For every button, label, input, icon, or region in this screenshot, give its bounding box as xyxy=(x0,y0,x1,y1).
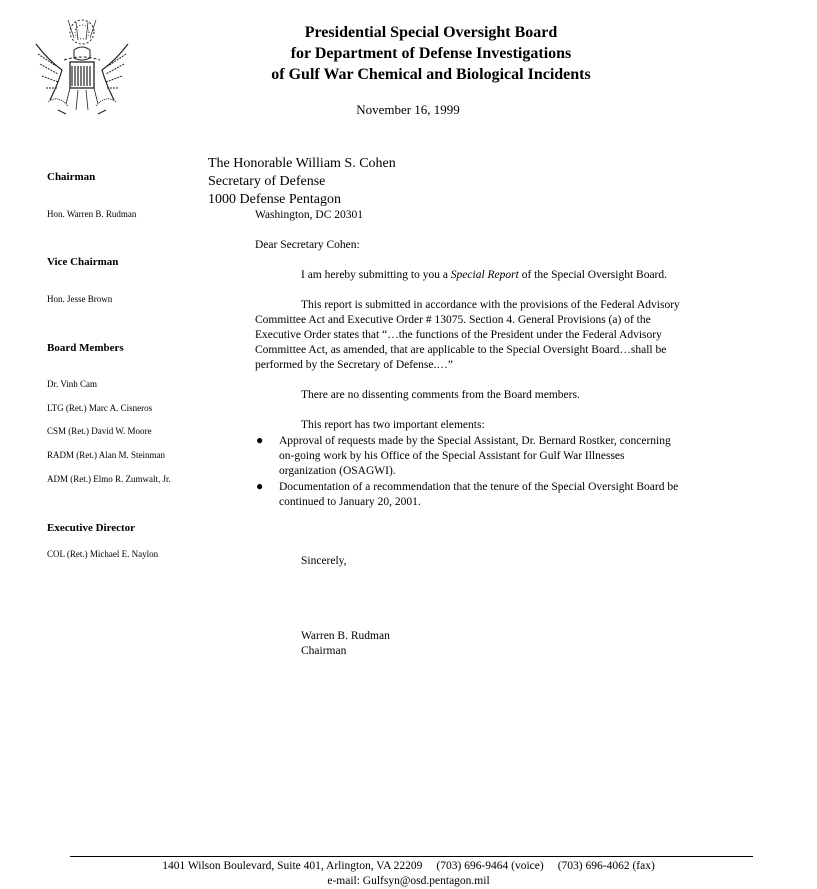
paragraph-3: There are no dissenting comments from the Board members. xyxy=(301,389,580,401)
paragraph-4: This report has two important elements: xyxy=(301,419,485,431)
paragraph-2-line: Committee Act and Executive Order # 13075. Section 4. General Provisions (a) of the xyxy=(255,314,651,326)
board-member: ADM (Ret.) Elmo R. Zumwalt, Jr. xyxy=(47,474,171,484)
vice-chairman-heading: Vice Chairman xyxy=(47,256,119,268)
board-member: Dr. Vinh Cam xyxy=(47,379,98,389)
paragraph-1 xyxy=(301,268,667,283)
chairman-name: Hon. Warren B. Rudman xyxy=(47,209,137,219)
signer-name: Warren B. Rudman xyxy=(301,630,390,642)
footer-email: e-mail: Gulfsyn@osd.pentagon.mil xyxy=(327,875,490,887)
recipient-city: Washington, DC 20301 xyxy=(255,209,364,221)
closing: Sincerely, xyxy=(301,555,347,567)
recipient-title: Secretary of Defense xyxy=(208,174,326,189)
board-title-line-2: for Department of Defense Investigations xyxy=(290,45,572,62)
bullet-icon: ● xyxy=(256,433,264,447)
board-title-line-3: of Gulf War Chemical and Biological Incidents xyxy=(271,66,591,83)
footer-contact-line xyxy=(0,859,817,874)
paragraph-2-line: Committee Act, as amended, that are applicable to the Special Oversight Board…shall be xyxy=(255,344,667,356)
board-member: LTG (Ret.) Marc A. Cisneros xyxy=(47,403,153,413)
bullet-item-2 xyxy=(279,480,739,510)
bullet-icon: ● xyxy=(256,479,264,493)
signer-title: Chairman xyxy=(301,645,347,657)
chairman-heading: Chairman xyxy=(47,171,96,183)
great-seal-icon xyxy=(28,14,136,120)
special-report-italic: Special Report xyxy=(450,269,519,281)
paragraph-2-line: performed by the Secretary of Defense.…” xyxy=(255,359,453,371)
footer-address: 1401 Wilson Boulevard, Suite 401, Arlington, VA 22209 xyxy=(162,860,423,872)
letter-date: November 16, 1999 xyxy=(356,102,460,117)
bullet-item-line: continued to January 20, 2001. xyxy=(279,496,421,508)
bullet-item-line: organization (OSAGWI). xyxy=(279,465,396,477)
bullet-item-line: Documentation of a recommendation that the tenure of the Special Oversight Board be xyxy=(279,481,679,493)
paragraph-2-line: This report is submitted in accordance with the provisions of the Federal Advisory xyxy=(301,299,680,311)
paragraph-1-text: I am hereby submitting to you a xyxy=(301,269,451,281)
recipient-street: 1000 Defense Pentagon xyxy=(208,192,341,207)
board-members-heading: Board Members xyxy=(47,342,124,354)
footer-voice-phone: (703) 696-9464 (voice) xyxy=(436,860,544,872)
bullet-item-line: Approval of requests made by the Special Assistant, Dr. Bernard Rostker, concerning xyxy=(279,435,671,447)
footer-fax: (703) 696-4062 (fax) xyxy=(557,860,655,872)
executive-director-name: COL (Ret.) Michael E. Naylon xyxy=(47,549,159,559)
bullet-item-1 xyxy=(279,434,739,479)
salutation: Dear Secretary Cohen: xyxy=(255,239,360,251)
vice-chairman-name: Hon. Jesse Brown xyxy=(47,294,113,304)
paragraph-1-text-end: of the Special Oversight Board. xyxy=(518,269,668,281)
footer-divider xyxy=(70,856,753,857)
recipient-name: The Honorable William S. Cohen xyxy=(208,156,396,171)
board-member: RADM (Ret.) Alan M. Steinman xyxy=(47,450,165,460)
executive-director-heading: Executive Director xyxy=(47,522,136,534)
bullet-item-line: on-going work by his Office of the Special Assistant for Gulf War Illnesses xyxy=(279,450,625,462)
board-title-line-1: Presidential Special Oversight Board xyxy=(304,24,558,41)
board-member: CSM (Ret.) David W. Moore xyxy=(47,426,152,436)
paragraph-2-line: Executive Order states that “…the functions of the President under the Federal Advisory xyxy=(255,329,662,341)
